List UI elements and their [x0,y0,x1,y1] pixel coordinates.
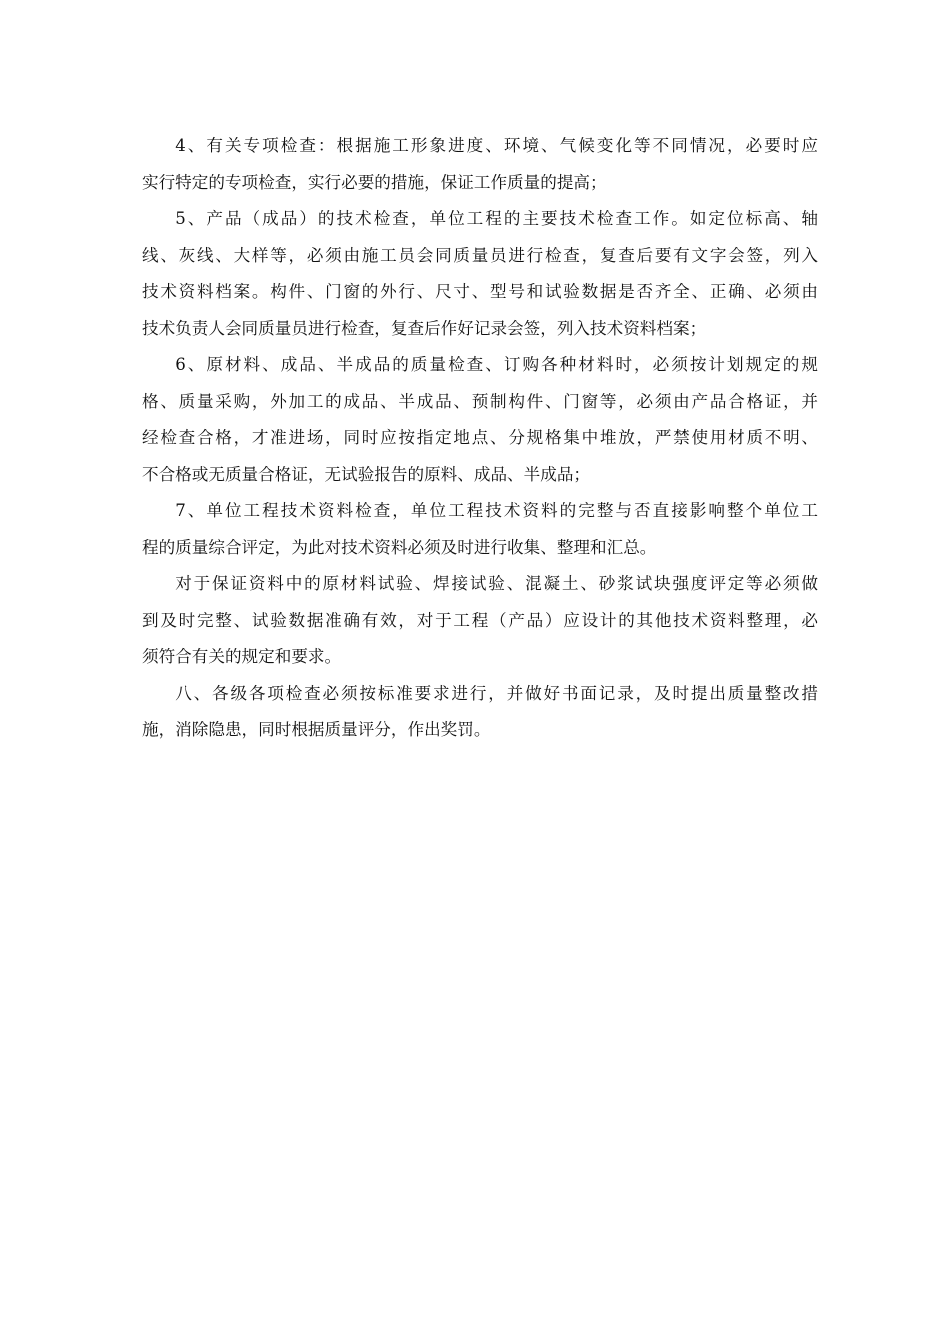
text-line: 格、质量采购，外加工的成品、半成品、预制构件、门窗等，必须由产品合格证，并 [142,391,818,411]
text-line: 程的质量综合评定，为此对技术资料必须及时进行收集、整理和汇总。 [142,537,657,557]
text-line: 技术负责人会同质量员进行检查，复查后作好记录会签，列入技术资料档案； [142,318,707,338]
text-line: 须符合有关的规定和要求。 [142,647,342,666]
text-line: 八、各级各项检查必须按标准要求进行，并做好书面记录，及时提出质量整改措 [175,683,818,703]
text-line: 对于保证资料中的原材料试验、焊接试验、混凝土、砂浆试块强度评定等必须做 [175,574,818,593]
paragraph-item-7-technical-records [142,493,818,566]
text-line: 不合格或无质量合格证，无试验报告的原料、成品、半成品； [142,464,591,484]
paragraph-assurance-records [142,566,818,676]
text-line: 6、原材料、成品、半成品的质量检查、订购各种材料时，必须按计划规定的规 [175,355,818,374]
text-line: 实行特定的专项检查，实行必要的措施，保证工作质量的提高； [142,172,607,192]
text-line: 5、产品（成品）的技术检查，单位工程的主要技术检查工作。如定位标高、轴 [175,209,818,228]
text-line: 7、单位工程技术资料检查，单位工程技术资料的完整与否直接影响整个单位工 [175,501,818,520]
text-line: 技术资料档案。构件、门窗的外行、尺寸、型号和试验数据是否齐全、正确、必须由 [142,282,818,301]
paragraph-item-4-special-inspection [142,128,818,201]
document-body [142,128,818,749]
text-line: 4、有关专项检查：根据施工形象进度、环境、气候变化等不同情况，必要时应 [175,136,818,155]
text-line: 施，消除隐患，同时根据质量评分，作出奖罚。 [142,720,491,739]
paragraph-section-8-inspection-standards [142,676,818,749]
paragraph-item-6-material-inspection [142,347,818,493]
paragraph-item-5-product-inspection [142,201,818,347]
text-line: 经检查合格，才准进场，同时应按指定地点、分规格集中堆放，严禁使用材质不明、 [142,428,818,447]
text-line: 到及时完整、试验数据准确有效，对于工程（产品）应设计的其他技术资料整理，必 [142,610,818,630]
text-line: 线、灰线、大样等，必须由施工员会同质量员进行检查，复查后要有文字会签，列入 [142,245,818,265]
